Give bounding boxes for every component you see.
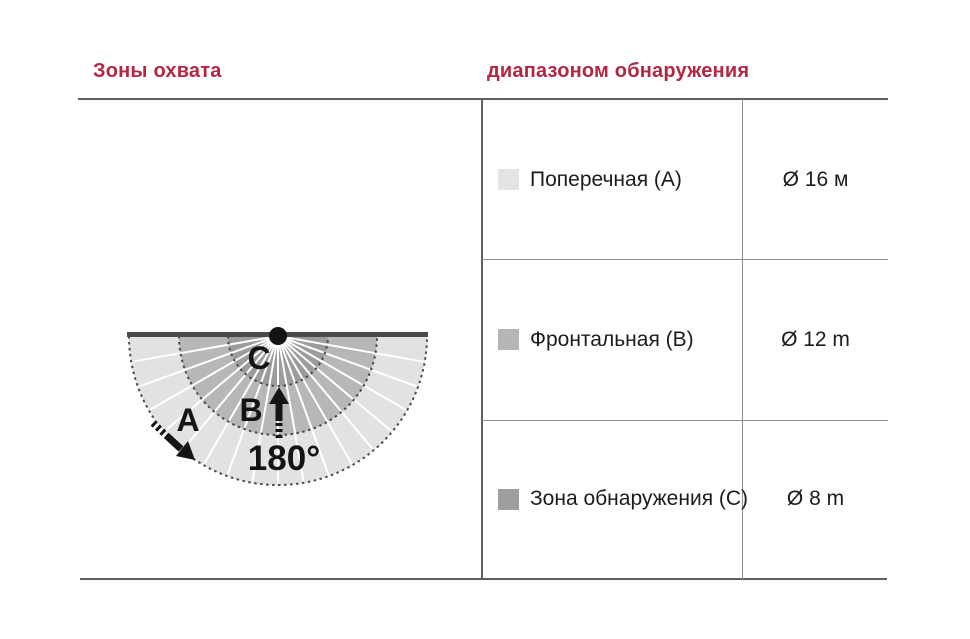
range-value-b: Ø 12 m (781, 327, 850, 351)
legend-row-detection (483, 420, 749, 578)
zone-a-letter: A (176, 402, 200, 438)
range-value-a: Ø 16 м (782, 167, 849, 191)
legend-label-frontal: Фронтальная (B) (530, 327, 694, 351)
zone-c-swatch (498, 489, 519, 510)
legend-row-frontal (483, 259, 741, 420)
zone-a-swatch (498, 169, 519, 190)
legend-label-detection: Зона обнаружения (C) (530, 487, 749, 510)
zone-diagram-svg (100, 310, 460, 510)
zone-b-letter: B (239, 392, 263, 428)
legend-label-transverse: Поперечная (A) (530, 167, 682, 191)
coverage-zones-heading: Зоны охвата (93, 60, 222, 82)
legend-row-transverse (483, 100, 741, 259)
detection-range-heading: диапазоном обнаружения (487, 60, 750, 82)
table-bottom-rule (80, 578, 887, 580)
sensor-dot (269, 327, 287, 345)
angle-180-label: 180° (247, 439, 321, 478)
zone-b-swatch (498, 329, 519, 350)
detection-zone-diagram (100, 310, 460, 510)
zone-c-letter: C (247, 340, 271, 376)
range-value-c: Ø 8 m (786, 487, 845, 510)
